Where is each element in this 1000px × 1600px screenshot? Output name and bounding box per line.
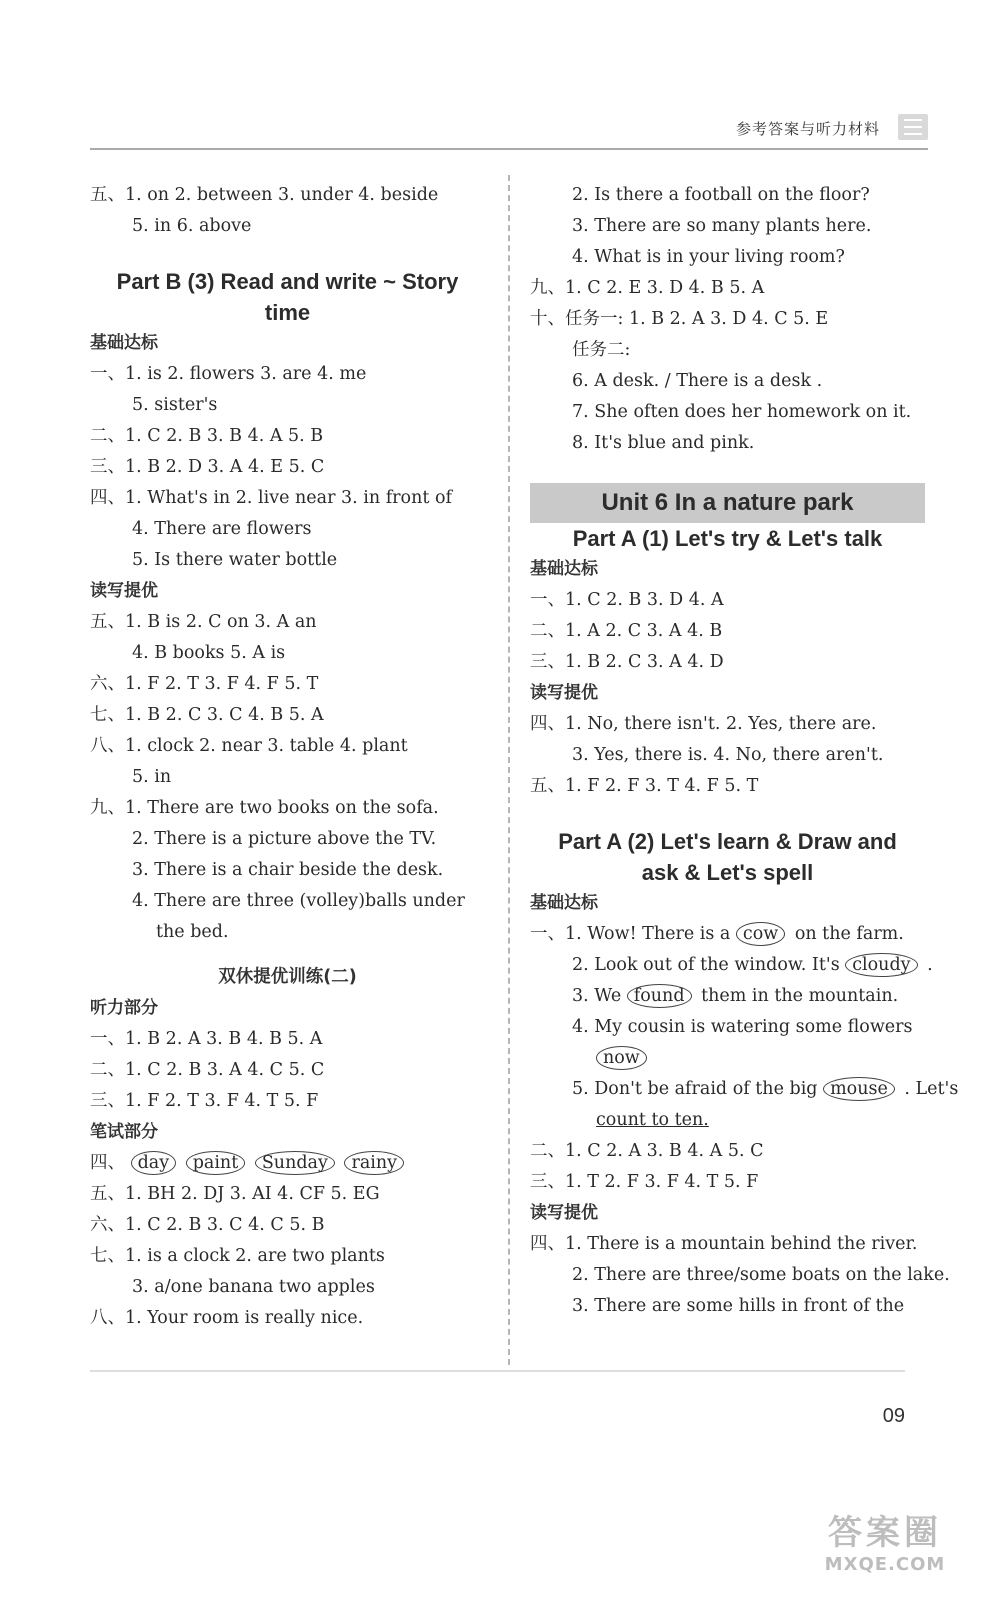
- subsection-heading: 基础达标: [530, 559, 598, 579]
- answer-line: 五、1. BH 2. DJ 3. AI 4. CF 5. EG: [90, 1184, 380, 1204]
- answer-line: [530, 981, 925, 1012]
- answer-line: 5. sister's: [132, 395, 218, 415]
- subsection-heading: 听力部分: [90, 998, 158, 1018]
- subsection-heading: 读写提优: [530, 1203, 598, 1223]
- answer-line: 5. in 6. above: [132, 216, 252, 236]
- circled-word: found: [627, 984, 692, 1008]
- running-header: 参考答案与听力材料: [735, 120, 880, 138]
- answer-line: 四、1. What's in 2. live near 3. in front of: [90, 488, 452, 508]
- answer-line: 4. What is in your living room?: [572, 247, 845, 267]
- answer-line: 二、1. C 2. A 3. B 4. A 5. C: [530, 1141, 764, 1161]
- answer-line: 二、1. C 2. B 3. B 4. A 5. B: [90, 426, 324, 446]
- answer-line: [90, 1148, 485, 1179]
- answer-line: 三、1. B 2. C 3. A 4. D: [530, 652, 724, 672]
- answer-text: 2. Look out of the window. It's: [572, 955, 840, 975]
- answer-line: 八、1. Your room is really nice.: [90, 1308, 364, 1328]
- answer-line: 六、1. F 2. T 3. F 4. F 5. T: [90, 674, 319, 694]
- answer-line: 九、1. There are two books on the sofa.: [90, 798, 439, 818]
- section-title: Part B (3) Read and write ~ Story: [116, 269, 459, 294]
- answer-line: 4. B books 5. A is: [132, 643, 286, 663]
- answer-text: them in the mountain.: [701, 986, 899, 1006]
- answer-line: 五、1. on 2. between 3. under 4. beside: [90, 185, 439, 205]
- answer-line: [530, 1043, 925, 1074]
- circled-word: rainy: [344, 1151, 404, 1175]
- answer-line: 五、1. F 2. F 3. T 4. F 5. T: [530, 776, 759, 796]
- answer-line: 6. A desk. / There is a desk .: [572, 371, 823, 391]
- answer-line: 4. My cousin is watering some flowers: [572, 1017, 913, 1037]
- subsection-heading: 基础达标: [530, 893, 598, 913]
- answer-text: . Let's: [904, 1079, 959, 1099]
- answer-line: 四、1. No, there isn't. 2. Yes, there are.: [530, 714, 877, 734]
- circled-word: paint: [186, 1151, 246, 1175]
- watermark-text: 答案圈: [828, 1513, 942, 1553]
- answer-line: 七、1. B 2. C 3. C 4. B 5. A: [90, 705, 324, 725]
- answer-line: 任务二:: [572, 340, 631, 360]
- answer-line: 4. There are three (volley)balls under: [132, 891, 465, 911]
- circled-word: mouse: [823, 1077, 895, 1101]
- answer-line: [530, 950, 933, 981]
- subsection-heading: 读写提优: [530, 683, 598, 703]
- answer-text: .: [927, 955, 933, 975]
- answer-line: 4. There are flowers: [132, 519, 312, 539]
- answer-line: 三、1. B 2. D 3. A 4. E 5. C: [90, 457, 325, 477]
- answer-line: [530, 919, 925, 950]
- answer-line: 四、1. There is a mountain behind the river.: [530, 1234, 918, 1254]
- answer-line: 一、1. B 2. A 3. B 4. B 5. A: [90, 1029, 323, 1049]
- answer-line: 一、1. C 2. B 3. D 4. A: [530, 590, 724, 610]
- answer-text: 5. Don't be afraid of the big: [572, 1079, 818, 1099]
- answer-line: 十、任务一: 1. B 2. A 3. D 4. C 5. E: [530, 309, 829, 329]
- answer-line: the bed.: [156, 922, 229, 942]
- answer-line: 3. There is a chair beside the desk.: [132, 860, 444, 880]
- answer-text: 一、1. Wow! There is a: [530, 924, 731, 944]
- column-divider: [508, 175, 510, 1365]
- answer-line: 2. Is there a football on the floor?: [572, 185, 870, 205]
- answer-line: 三、1. F 2. T 3. F 4. T 5. F: [90, 1091, 319, 1111]
- section-title: ask & Let's spell: [641, 860, 814, 885]
- answer-line: count to ten.: [596, 1110, 709, 1130]
- answer-line: 二、1. A 2. C 3. A 4. B: [530, 621, 723, 641]
- answer-line: 3. There are so many plants here.: [572, 216, 872, 236]
- answer-line: 九、1. C 2. E 3. D 4. B 5. A: [530, 278, 765, 298]
- answer-line: 3. Yes, there is. 4. No, there aren't.: [572, 745, 884, 765]
- watermark-url: MXQE.COM: [824, 1554, 946, 1575]
- answer-line: 3. a/one banana two apples: [132, 1277, 375, 1297]
- answer-text: on the farm.: [794, 924, 904, 944]
- answer-line: 8. It's blue and pink.: [572, 433, 755, 453]
- section-title: Part A (2) Let's learn & Draw and: [558, 829, 897, 854]
- section-title: time: [264, 300, 311, 325]
- header-rule: [90, 148, 928, 150]
- subsection-heading: 笔试部分: [90, 1122, 158, 1142]
- circled-word: cow: [736, 922, 785, 946]
- right-column: [530, 180, 959, 1322]
- circled-word: now: [596, 1046, 647, 1070]
- watermark-logo: [800, 1505, 970, 1575]
- answer-line: 2. There is a picture above the TV.: [132, 829, 437, 849]
- unit-banner: Unit 6 In a nature park: [530, 483, 925, 523]
- page-number: 09: [882, 1405, 905, 1427]
- answer-line: 2. There are three/some boats on the lake.: [572, 1265, 950, 1285]
- left-column: [90, 180, 485, 1334]
- subsection-heading: 读写提优: [90, 581, 158, 601]
- circled-word: Sunday: [255, 1151, 335, 1175]
- answer-line: 三、1. T 2. F 3. F 4. T 5. F: [530, 1172, 759, 1192]
- circled-word: cloudy: [845, 953, 917, 977]
- answer-line: 六、1. C 2. B 3. C 4. C 5. B: [90, 1215, 325, 1235]
- answer-text: 3. We: [572, 986, 622, 1006]
- answer-line: 七、1. is a clock 2. are two plants: [90, 1246, 385, 1266]
- circled-word: day: [131, 1151, 177, 1175]
- answer-line: [530, 1074, 959, 1105]
- book-icon: [898, 114, 928, 140]
- answer-line: 5. in: [132, 767, 172, 787]
- answer-line: 7. She often does her homework on it.: [572, 402, 912, 422]
- answer-line: 二、1. C 2. B 3. A 4. C 5. C: [90, 1060, 325, 1080]
- footer-rule: [90, 1370, 905, 1372]
- answer-line: 一、1. is 2. flowers 3. are 4. me: [90, 364, 367, 384]
- answer-line: 3. There are some hills in front of the: [572, 1296, 905, 1316]
- answer-line: 5. Is there water bottle: [132, 550, 338, 570]
- answer-line: 五、1. B is 2. C on 3. A an: [90, 612, 317, 632]
- subsection-heading: 基础达标: [90, 333, 158, 353]
- section-title: Part A (1) Let's try & Let's talk: [572, 526, 883, 551]
- answer-line: 八、1. clock 2. near 3. table 4. plant: [90, 736, 408, 756]
- section-title: 双休提优训练(二): [218, 967, 357, 987]
- question-number: 四、: [90, 1153, 125, 1173]
